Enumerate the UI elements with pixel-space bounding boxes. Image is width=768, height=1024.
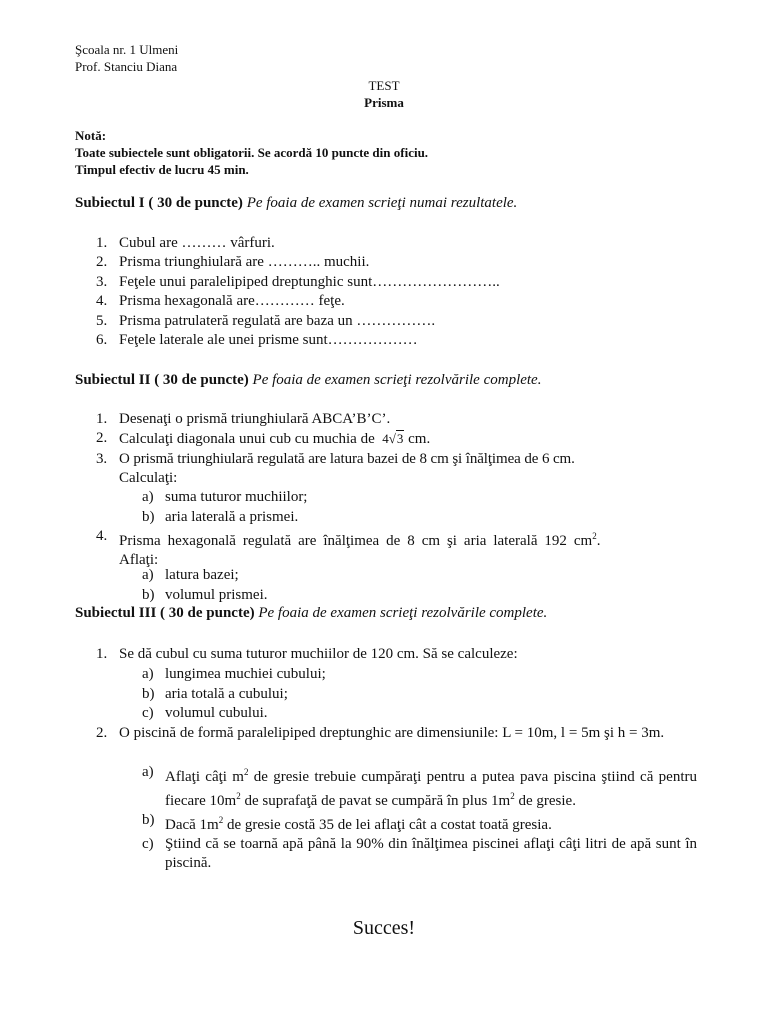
section-2-list-cont <box>96 527 696 571</box>
sub-item: b) Dacă $1m^2$ de gresie costă 35 de lei aflaţi cât a costat toată gresia. <box>142 812 552 833</box>
list-item: 2. Prisma triunghiulară are ……….. muchii. <box>96 254 370 271</box>
section-2-item-4-subitems <box>142 566 697 605</box>
list-item: 1. Cubul are ……… vârfuri. <box>96 235 275 251</box>
section-3-title: Subiectul III ( 30 de puncte) <box>75 605 255 621</box>
section-3-list <box>96 645 696 664</box>
doc-title: Prisma <box>364 95 404 110</box>
note-block <box>75 127 428 178</box>
list-item: 1. Desenaţi o prismă triunghiulară ABCA’B’C’. <box>96 411 391 427</box>
section-2-item-3-subitems <box>142 488 697 527</box>
list-item: 5. Prisma patrulateră regulată are baza un ……………. <box>96 312 436 329</box>
section-1-title: Subiectul I ( 30 de puncte) <box>75 195 243 211</box>
list-item-continuation: Aflaţi: <box>119 552 159 569</box>
list-item: 6. Feţele laterale ale unei prisme sunt……………… <box>96 332 418 349</box>
sub-item: b) aria totală a cubului; <box>142 685 288 702</box>
section-1-heading <box>75 195 517 212</box>
list-item: 3. O prismă triunghiulară regulată are latura bazei de 8 cm şi înălţimea de 6 cm. <box>96 450 575 467</box>
sub-item: a) latura bazei; <box>142 567 239 583</box>
sub-item: c) Ştiind că se toarnă apă până la 90% din înălţimea piscinei aflaţi câţi litri de apă sunt în piscină. <box>142 836 697 871</box>
section-3-item-1-subitems <box>142 665 697 724</box>
list-item-continuation: Calculaţi: <box>119 470 178 487</box>
school-name: Şcoala nr. 1 Ulmeni <box>75 42 179 57</box>
sub-item: c) volumul cubului. <box>142 705 268 722</box>
section-2-instruction: Pe foaia de examen scrieţi rezolvările complete. <box>252 372 542 388</box>
section-1-instruction: Pe foaia de examen scrieţi numai rezultatele. <box>246 195 518 211</box>
list-item: 2. Calculaţi diagonala unui cub cu muchia de 4√3 cm. <box>96 430 431 448</box>
section-3-item-2-subitems <box>142 763 697 873</box>
list-item: 3. Feţele unui paralelipiped dreptunghic sunt…………………….. <box>96 273 500 290</box>
list-item: 4. Prisma hexagonală regulată are înălţimea de 8 cm şi aria laterală 192 $cm^2$. <box>96 528 601 549</box>
section-3-list-cont <box>96 724 696 743</box>
sub-item: b) volumul prismei. <box>142 586 268 603</box>
section-2-list <box>96 410 696 489</box>
sqrt-expression: 4√3 <box>382 431 404 447</box>
doc-type: TEST <box>368 78 400 93</box>
section-2-title: Subiectul II ( 30 de puncte) <box>75 372 249 388</box>
sub-item: b) aria laterală a prismei. <box>142 508 299 525</box>
sub-item: a) lungimea muchiei cubului; <box>142 666 326 682</box>
list-item: 2. O piscină de formă paralelipiped dreptunghic are dimensiunile: L = 10m, l = 5m şi h = 3m. <box>96 725 665 741</box>
note-line-2: Timpul efectiv de lucru 45 min. <box>75 162 249 177</box>
note-line-1: Toate subiectele sunt obligatorii. Se acordă 10 puncte din oficiu. <box>75 145 429 160</box>
teacher-name: Prof. Stanciu Diana <box>75 59 178 74</box>
sub-item: a) Aflaţi câţi $m^2$ de gresie trebuie cumpăraţi pentru a putea pava piscina ştiind că pentru fiecare $10m^2$ de suprafaţă de pavat se cumpără în plus $1m^2$ de gresie. <box>142 764 697 809</box>
section-3-instruction: Pe foaia de examen scrieţi rezolvările complete. <box>258 605 548 621</box>
section-1-list <box>96 234 696 350</box>
note-title: Notă: <box>75 128 107 143</box>
section-3-heading <box>75 605 547 622</box>
closing-text: Succes! <box>352 917 416 939</box>
section-2-heading <box>75 372 541 389</box>
list-item: 1. Se dă cubul cu suma tuturor muchiilor de 120 cm. Să se calculeze: <box>96 646 518 662</box>
list-item: 4. Prisma hexagonală are………… feţe. <box>96 293 345 310</box>
sub-item: a) suma tuturor muchiilor; <box>142 489 308 505</box>
